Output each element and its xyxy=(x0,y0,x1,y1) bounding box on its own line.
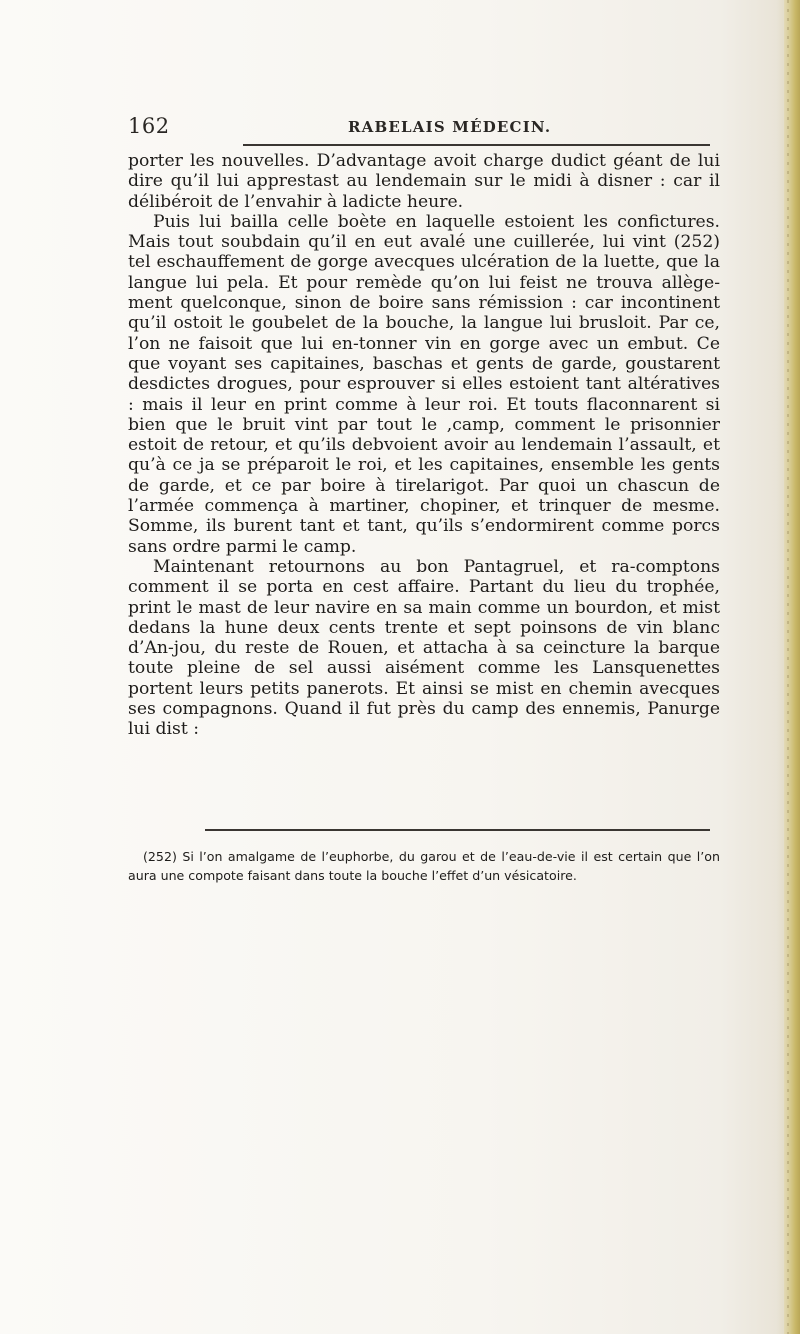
running-head xyxy=(128,114,720,142)
paragraph-3: Maintenant retournons au bon Pantagruel, et ra-comptons comment il se porta en cest affaire. Partant du lieu du trophée, print le mast de leur navire en sa main comme un bourdon, et mist dedans la hune deux cents trente et sept poinsons de vin blanc d’An-jou, du reste de Rouen, et attacha à sa ceincture la barque toute pleine de sel aussi aisément comme les Lansquenettes portent leurs petits panerots. Et ainsi se mist en chemin avecques ses compagnons. Quand il fut près du camp des ennemis, Panurge lui dist : xyxy=(128,556,720,740)
footnote xyxy=(128,848,720,885)
paragraph-1: porter les nouvelles. D’advantage avoit charge dudict géant de lui dire qu’il lui apprestast au lendemain sur le midi à disner : car il délibéroit de l’envahir à ladicte heure. xyxy=(128,151,720,212)
page-edge xyxy=(784,0,800,1334)
footnote-rule xyxy=(205,829,710,831)
footnote-text: (252) Si l’on amalgame de l’euphorbe, du garou et de l’eau-de-vie il est certain que l’on aura une compote faisant dans toute la bouche l’effet d’un vésicatoire. xyxy=(128,849,720,883)
paragraph-2: Puis lui bailla celle boète en laquelle estoient les confictures. Mais tout soubdain qu’il en eut avalé une cuillerée, lui vint (252) tel eschauffement de gorge avecques ulcération de la luette, que la langue lui pela. Et pour remède qu’on lui feist ne trouva allège-ment quelconque, sinon de boire sans rémission : car incontinent qu’il ostoit le goubelet de la bouche, la langue lui brusloit. Par ce, l’on ne faisoit que lui en-tonner vin en gorge avec un embut. Ce que voyant ses capitaines, baschas et gents de garde, goustarent desdictes drogues, pour esprouver si elles estoient tant altératives : mais il leur en print comme à leur roi. Et touts flaconnarent si bien que le bruit vint par tout le ,camp, comment le prisonnier estoit de retour, et qu’ils debvoient avoir au lendemain l’assault, et qu’à ce ja se préparoit le roi, et les capitaines, ensemble les gents de garde, et ce par boire à tirelarigot. Par quoi un chascun de l’armée commença à martiner, chopiner, et trinquer de mesme. Somme, ils burent tant et tant, qu’ils s’endormirent comme porcs sans ordre parmi le camp. xyxy=(128,211,720,557)
body-text xyxy=(128,151,720,740)
running-title: RABELAIS MÉDECIN. xyxy=(348,118,552,136)
header-rule xyxy=(243,144,710,146)
page-number: 162 xyxy=(128,114,170,138)
